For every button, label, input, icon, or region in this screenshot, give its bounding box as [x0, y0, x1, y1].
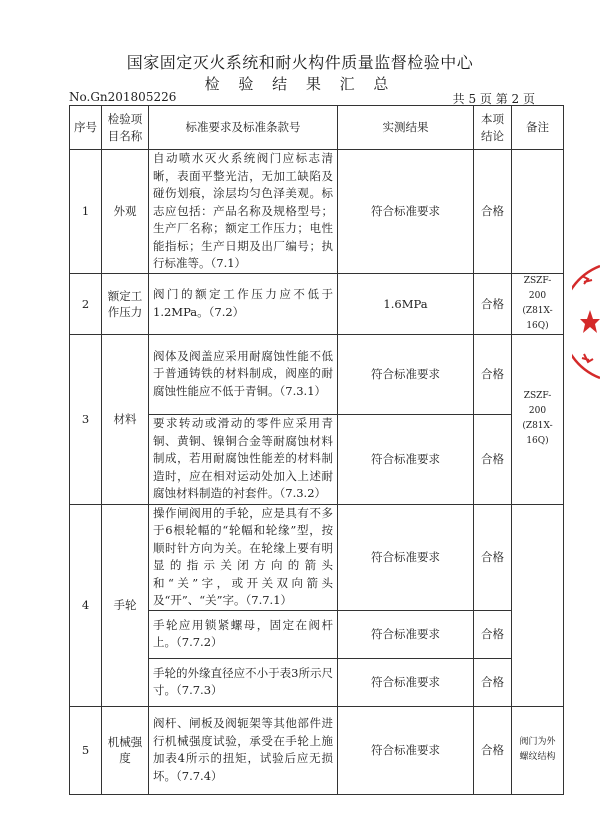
- row-conclusion: 合格: [474, 610, 512, 658]
- row-item: 机械强度: [102, 706, 149, 794]
- row-conclusion: 合格: [474, 658, 512, 706]
- report-number: No.Gn201805226: [69, 90, 177, 104]
- row-standard: 操作闸阀用的手轮，应是具有不多于6根轮幅的“轮幅和轮缘”型，按顺时针方向为关。在轮缘上要有明显的指示关闭方向的箭头和“关”字，或开关双向箭头及“开”、“关”字。（7.7.1）: [149, 504, 338, 610]
- col-header-conclusion: 本项结论: [474, 106, 512, 150]
- row-result: 符合标准要求: [338, 414, 474, 504]
- row-seq: 1: [70, 150, 102, 274]
- col-header-item: 检验项目名称: [102, 106, 149, 150]
- official-seal-icon: [572, 262, 600, 382]
- report-subtitle: 检 验 结 果 汇 总: [204, 75, 396, 93]
- table-row: [70, 334, 564, 414]
- row-remark: ZSZF-200 (Z81X-16Q): [512, 273, 564, 334]
- table-row: [70, 504, 564, 610]
- table-row: [70, 273, 564, 334]
- row-item: 额定工作压力: [102, 273, 149, 334]
- row-item: 外观: [102, 150, 149, 274]
- row-standard: 阀门的额定工作压力应不低于1.2MPa。（7.2）: [149, 273, 338, 334]
- page-info: 共 5 页 第 2 页: [452, 92, 535, 106]
- seal-star: [580, 310, 600, 333]
- report-title: 国家固定灭火系统和耐火构件质量监督检验中心: [126, 53, 474, 72]
- table-row: [70, 150, 564, 274]
- row-conclusion: 合格: [474, 334, 512, 414]
- row-result: 符合标准要求: [338, 610, 474, 658]
- row-conclusion: 合格: [474, 706, 512, 794]
- row-seq: 3: [70, 334, 102, 504]
- row-remark: 阀门为外螺纹结构: [512, 706, 564, 794]
- row-result: 符合标准要求: [338, 658, 474, 706]
- row-standard: 手轮应用锁紧螺母，固定在阀杆上。（7.7.2）: [149, 610, 338, 658]
- row-remark: [512, 504, 564, 706]
- row-seq: 5: [70, 706, 102, 794]
- col-header-standard: 标准要求及标准条款号: [149, 106, 338, 150]
- row-result: 1.6MPa: [338, 273, 474, 334]
- row-standard: 自动喷水灭火系统阀门应标志清晰，表面平整光洁，无加工缺陷及碰伤划痕，涂层均匀色泽美观。标志应包括：产品名称及规格型号；生产厂名称；额定工作压力；电性能指标；生产日期及出厂编号；执行标准等。（7.1）: [149, 150, 338, 274]
- row-conclusion: 合格: [474, 150, 512, 274]
- col-header-result: 实测结果: [338, 106, 474, 150]
- col-header-seq: 序号: [70, 106, 102, 150]
- table-header-row: [70, 106, 564, 150]
- row-result: 符合标准要求: [338, 504, 474, 610]
- row-item: 材料: [102, 334, 149, 504]
- row-remark: [512, 150, 564, 274]
- row-conclusion: 合格: [474, 273, 512, 334]
- row-conclusion: 合格: [474, 504, 512, 610]
- row-seq: 2: [70, 273, 102, 334]
- row-remark: ZSZF-200 (Z81X-16Q): [512, 334, 564, 504]
- row-result: 符合标准要求: [338, 706, 474, 794]
- row-result: 符合标准要求: [338, 150, 474, 274]
- row-standard: 阀体及阀盖应采用耐腐蚀性能不低于普通铸铁的材料制成，阀座的耐腐蚀性能应不低于青铜。（7.3.1）: [149, 334, 338, 414]
- row-conclusion: 合格: [474, 414, 512, 504]
- row-standard: 阀杆、闸板及阀轭架等其他部件进行机械强度试验，承受在手轮上施加表4所示的扭矩，试验后应无损坏。（7.7.4）: [149, 706, 338, 794]
- results-table: [69, 105, 564, 795]
- col-header-remark: 备注: [512, 106, 564, 150]
- row-standard: 手轮的外缘直径应不小于表3所示尺寸。（7.7.3）: [149, 658, 338, 706]
- table-row: [70, 706, 564, 794]
- row-result: 符合标准要求: [338, 334, 474, 414]
- row-standard: 要求转动或滑动的零件应采用青铜、黄铜、镍铜合金等耐腐蚀材料制成，若用耐腐蚀性能差的材料制造时，应在相对运动处加入上述耐腐蚀材料制造的衬套件。（7.3.2）: [149, 414, 338, 504]
- row-item: 手轮: [102, 504, 149, 706]
- row-seq: 4: [70, 504, 102, 706]
